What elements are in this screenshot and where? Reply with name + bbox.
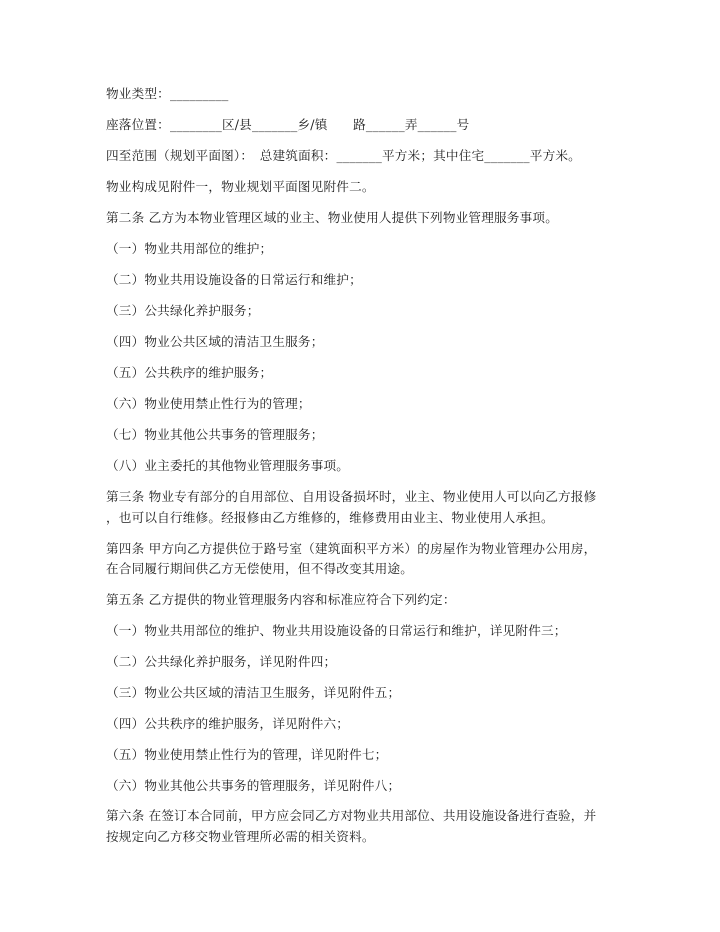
article-6-line-1: 第六条 在签订本合同前，甲方应会同乙方对物业共用部位、共用设施设备进行查验，并 bbox=[106, 808, 597, 823]
article-2-heading: 第二条 乙方为本物业管理区域的业主、物业使用人提供下列物业管理服务事项。 bbox=[106, 210, 558, 225]
article-5-item-3: （三）物业公共区域的清洁卫生服务，详见附件五； bbox=[106, 685, 401, 700]
property-type-line: 物业类型：_________ bbox=[106, 86, 229, 101]
article-2-item-3: （三）公共绿化养护服务； bbox=[106, 303, 260, 318]
article-3-line-2: ，也可以自行维修。经报修由乙方维修的，维修费用由业主、物业使用人承担。 bbox=[106, 510, 554, 525]
article-3-line-1: 第三条 物业专有部分的自用部位、自用设备损坏时，业主、物业使用人可以向乙方报修 bbox=[106, 489, 597, 504]
article-4-line-1: 第四条 甲方向乙方提供位于路号室（建筑面积平方米）的房屋作为物业管理办公用房， bbox=[106, 541, 597, 556]
article-2-item-4: （四）物业公共区域的清洁卫生服务； bbox=[106, 334, 324, 349]
article-5-heading: 第五条 乙方提供的物业管理服务内容和标准应符合下列约定： bbox=[106, 592, 456, 607]
article-5-item-1: （一）物业共用部位的维护、物业共用设施设备的日常运行和维护，详见附件三； bbox=[106, 623, 567, 638]
article-2-item-8: （八）业主委托的其他物业管理服务事项。 bbox=[106, 458, 350, 473]
composition-line: 物业构成见附件一，物业规划平面图见附件二。 bbox=[106, 179, 375, 194]
article-2-item-6: （六）物业使用禁止性行为的管理； bbox=[106, 396, 311, 411]
article-5-item-2: （二）公共绿化养护服务，详见附件四； bbox=[106, 654, 337, 669]
boundary-area-line: 四至范围（规划平面图）： 总建筑面积：_______平方米；其中住宅_______平方米。 bbox=[106, 148, 581, 163]
article-6-line-2: 按规定向乙方移交物业管理所必需的相关资料。 bbox=[106, 829, 375, 844]
article-5-item-4: （四）公共秩序的维护服务，详见附件六； bbox=[106, 716, 350, 731]
article-2-item-7: （七）物业其他公共事务的管理服务； bbox=[106, 427, 324, 442]
article-2-item-2: （二）物业共用设施设备的日常运行和维护； bbox=[106, 272, 362, 287]
article-2-item-1: （一）物业共用部位的维护； bbox=[106, 241, 273, 256]
article-5-item-5: （五）物业使用禁止性行为的管理，详见附件七； bbox=[106, 747, 388, 762]
article-2-item-5: （五）公共秩序的维护服务； bbox=[106, 365, 273, 380]
location-line: 座落位置：________区/县_______乡/镇 路______弄______号 bbox=[106, 117, 470, 132]
article-5-item-6: （六）物业其他公共事务的管理服务，详见附件八； bbox=[106, 778, 401, 793]
article-4-line-2: 在合同履行期间供乙方无偿使用，但不得改变其用途。 bbox=[106, 561, 414, 576]
